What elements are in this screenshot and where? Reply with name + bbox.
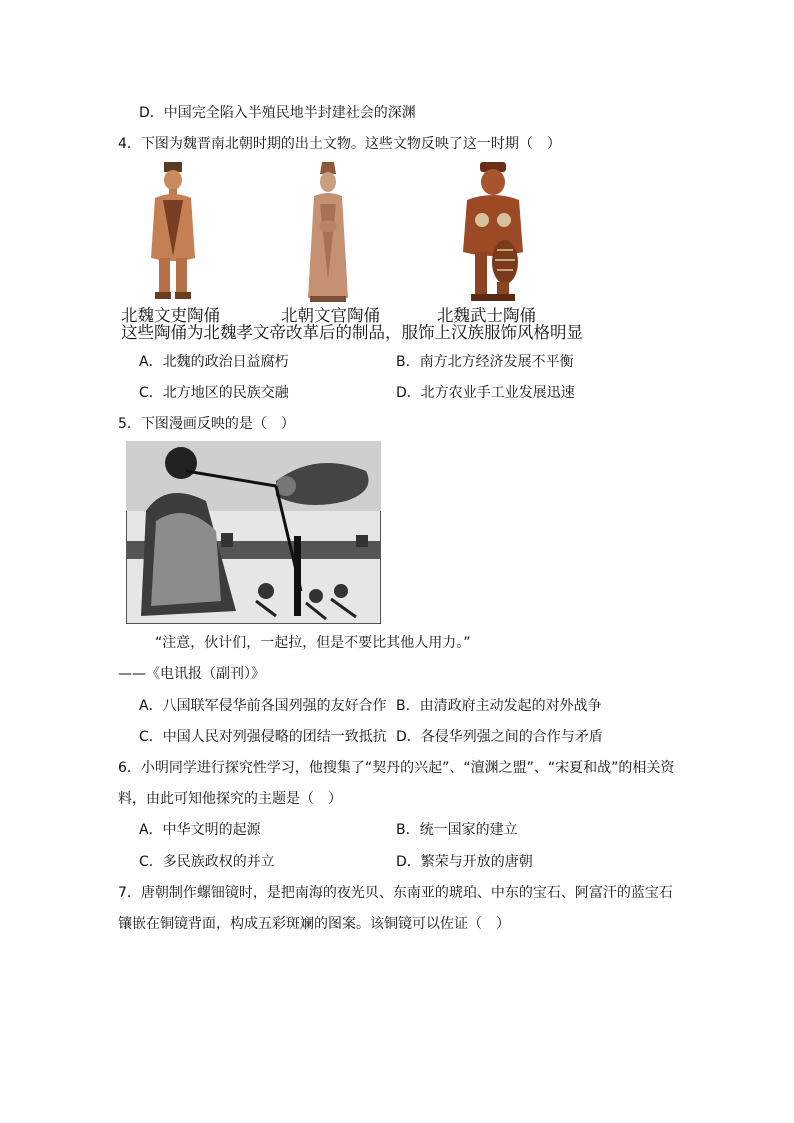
q4-option-a: A．北魏的政治日益腐朽 <box>139 354 289 370</box>
q6-option-c: C．多民族政权的并立 <box>139 854 275 870</box>
q6-option-d: D．繁荣与开放的唐朝 <box>396 854 533 870</box>
cartoon-image <box>126 441 381 624</box>
q6-option-a: A．中华文明的起源 <box>139 822 261 838</box>
q5-stem: 5．下图漫画反映的是（ ） <box>118 416 295 432</box>
q4-option-b: B．南方北方经济发展不平衡 <box>396 354 574 370</box>
caption-warrior: 北魏武士陶俑 <box>437 306 536 325</box>
q5-option-c: C．中国人民对列强侵略的团结一致抵抗 <box>139 729 387 745</box>
q5-option-a: A．八国联军侵华前各国列强的友好合作 <box>139 698 387 714</box>
northern-official-figurine-image <box>300 160 356 306</box>
q5-quote: “注意，伙计们，一起拉，但是不要比其他人用力。” <box>155 635 471 651</box>
q4-note: 这些陶俑为北魏孝文帝改革后的制品，服饰上汉族服饰风格明显 <box>121 323 583 342</box>
warrior-figurine-image <box>455 160 531 306</box>
q6-stem-line2: 料，由此可知他探究的主题是（ ） <box>118 791 342 807</box>
q7-stem-line2: 镶嵌在铜镜背面，构成五彩斑斓的图案。该铜镜可以佐证（ ） <box>118 916 510 932</box>
q6-stem-line1: 6．小明同学进行探究性学习，他搜集了“契丹的兴起”、“澶渊之盟”、“宋夏和战”的相关资 <box>118 760 675 776</box>
q3-option-d: D．中国完全陷入半殖民地半封建社会的深渊 <box>139 105 416 121</box>
q4-option-d: D．北方农业手工业发展迅速 <box>396 385 575 401</box>
q7-stem-line1: 7．唐朝制作螺钿镜时，是把南海的夜光贝、东南亚的琥珀、中东的宝石、阿富汗的蓝宝石 <box>118 885 673 901</box>
q4-stem: 4．下图为魏晋南北朝时期的出土文物。这些文物反映了这一时期（ ） <box>118 136 561 152</box>
q6-option-b: B．统一国家的建立 <box>396 822 518 838</box>
q5-option-d: D．各侵华列强之间的合作与矛盾 <box>396 729 603 745</box>
caption-civil-official: 北魏文吏陶俑 <box>121 306 220 325</box>
civil-official-figurine-image <box>145 160 201 306</box>
caption-northern-official: 北朝文官陶俑 <box>281 306 380 325</box>
q5-source: ——《电讯报（副刊）》 <box>118 666 265 682</box>
q4-option-c: C．北方地区的民族交融 <box>139 385 289 401</box>
q5-option-b: B．由清政府主动发起的对外战争 <box>396 698 602 714</box>
